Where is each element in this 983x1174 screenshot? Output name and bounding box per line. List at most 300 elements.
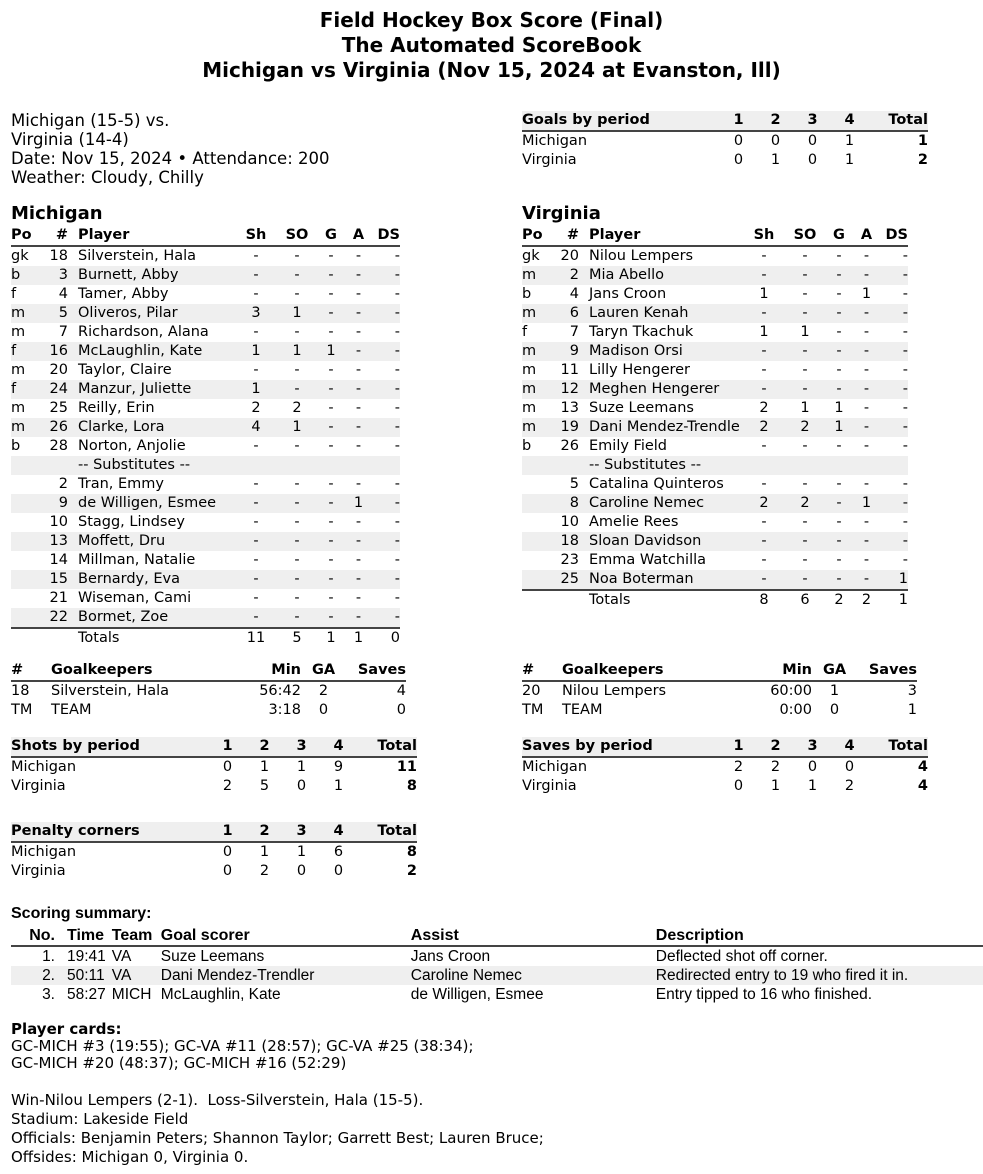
player-cell: 1 [759,286,769,302]
player-cell: - [394,514,400,530]
player-cell: - [317,380,345,399]
player-cell: - [902,400,908,416]
player-cell: Tamer, Abby [78,286,169,302]
player-cell [785,456,825,475]
player-cell: Po [522,226,552,246]
player-cell: - [253,590,259,606]
table-header-row [11,926,983,946]
player-cell: - [853,380,880,399]
period-cell: 1 [720,737,757,757]
scoring-cell: 50:11 [55,966,106,985]
player-cell: - [825,266,853,285]
table-row [522,494,908,513]
period-cell: 1 [209,737,246,757]
scoring-cell: Time [55,926,106,946]
gk-cell: 4 [396,683,406,699]
player-cell: Silverstein, Hala [78,248,197,264]
player-cell: - [317,570,345,589]
player-cell: Moffett, Dru [68,532,235,551]
player-cell: - [253,552,259,568]
player-cell: Tran, Emmy [78,476,164,492]
period-cell: 1 [333,778,344,794]
player-cell: 3 [41,266,68,285]
player-cell: Dani Mendez-Trendle [579,418,743,437]
player-cell [522,513,552,532]
player-cell: - [253,324,259,340]
player-cell: 21 [49,590,68,606]
player-cell: - [863,552,870,568]
player-cell: 8 [552,494,579,513]
scoring-cell: de Willigen, Esmee [410,986,544,1003]
player-cell: 23 [560,552,579,568]
decision-line: Win-Nilou Lempers (2-1). Loss-Silverstein, Hala (15-5). [11,1091,424,1109]
period-cell: 1 [770,152,781,168]
player-cell: - [802,438,808,454]
player-cell [522,494,552,513]
period-cell: 0 [222,759,233,775]
player-cell: - [836,438,842,454]
player-cell: Wiseman, Cami [78,590,192,606]
player-cell: - [902,286,908,302]
player-cell: - [345,532,372,551]
player-cell [743,456,785,475]
period-cell: 2 [246,822,283,842]
period-cell: 5 [259,778,270,794]
player-cell: - [863,324,870,340]
cards-line: GC-MICH #3 (19:55); GC-VA #11 (28:57); GC-VA #25 (38:34); [11,1037,474,1055]
player-cell: - [253,438,259,454]
period-cell: 8 [406,844,417,860]
player-cell: - [345,418,372,437]
period-cell: 0 [733,133,744,149]
period-cell: 0 [222,863,233,879]
table-header-row [522,661,917,681]
player-cell: Amelie Rees [589,514,679,530]
table-header-row [11,822,417,842]
player-cell: 5 [41,304,68,323]
table-row [522,757,928,777]
period-cell: 0 [807,133,818,149]
period-cell: Goals by period [522,111,720,131]
player-cell: 3 [235,304,277,323]
period-cell: 1 [844,152,855,168]
gk-cell: 20 [522,683,541,699]
table-row [11,777,417,796]
player-cell: - [802,552,808,568]
table-row [11,985,983,1004]
player-cell: - [328,248,334,264]
player-cell: - [355,324,362,340]
player-cell: Jans Croon [589,286,667,302]
player-cell: Suze Leemans [589,400,694,416]
player-cell: - [802,286,808,302]
player-cell: - [743,342,785,361]
player-cell: 1 [800,400,810,416]
gk-cell: Saves [857,661,917,681]
player-cell: - [785,304,825,323]
player-cell: - [394,362,400,378]
offsides-line: Offsides: Michigan 0, Virginia 0. [11,1148,249,1166]
gk-cell: 1 [907,702,917,718]
period-cell: Total [357,737,417,757]
period-cell: Saves by period [522,737,720,757]
player-cell: - [372,266,400,285]
gk-cell: GA [301,661,346,681]
player-cell: Millman, Natalie [78,552,196,568]
player-cell: - [372,304,400,323]
player-cell: Clarke, Lora [68,418,235,437]
player-cell: Manzur, Juliette [68,380,235,399]
player-cell: 2 [785,418,825,437]
player-cell: Player [579,226,743,246]
gk-cell: 56:42 [259,683,301,699]
period-cell: 0 [807,152,818,168]
player-cell: - [863,362,870,378]
player-cell: Taryn Tkachuk [589,324,694,340]
player-cell: m [522,418,552,437]
team-heading-virginia: Virginia [522,203,601,224]
table-row [522,437,908,456]
table-header-row [522,111,928,131]
player-cell: Taylor, Claire [78,362,172,378]
goals-by-period-table [522,111,928,170]
player-cell: SO [785,226,825,246]
player-cell: Reilly, Erin [78,400,155,416]
player-cell: - [328,514,334,530]
player-cell: 14 [49,552,68,568]
gk-cell: 2 [318,683,329,699]
penalty-corners-table [11,822,417,881]
period-cell: 1 [259,759,270,775]
player-cell: m [522,304,552,323]
gk-cell: # [11,661,51,681]
table-row [11,946,983,966]
gk-cell: 18 [11,683,30,699]
period-cell: 2 [770,759,781,775]
period-cell: 2 [917,152,928,168]
player-cell: 18 [49,248,68,264]
title-line: Michigan vs Virginia (Nov 15, 2024 at Evanston, Ill) [202,58,781,82]
period-cell: 1 [844,133,855,149]
michigan-player-table [11,226,400,648]
player-cell: 2 [251,400,261,416]
player-cell: Richardson, Alana [78,324,209,340]
player-cell: - [235,266,277,285]
table-row [11,551,400,570]
player-cell: b [11,438,21,454]
player-cell: - [802,476,808,492]
table-row [11,304,400,323]
period-cell: 1 [807,778,818,794]
player-cell: 2 [552,266,579,285]
player-cell: - [825,532,853,551]
player-cell: 20 [49,362,68,378]
period-cell: 4 [320,737,357,757]
player-cell: b [11,266,41,285]
player-cell: - [863,438,870,454]
player-cell: 9 [552,342,579,361]
player-cell: - [372,380,400,399]
table-row [522,475,908,494]
gk-cell: GA [812,661,857,681]
table-row [522,342,908,361]
virginia-player-table [522,226,908,610]
player-cell: b [522,286,532,302]
player-cell: 4 [235,418,277,437]
period-cell: 9 [333,759,344,775]
info-line: Virginia (14-4) [11,130,129,149]
scoring-cell: 3. [42,986,55,1003]
player-cell: 1 [861,286,872,302]
player-cell: gk [522,248,540,264]
player-cell: 6 [785,590,825,610]
period-cell: Michigan [522,133,588,149]
player-cell: 11 [235,628,277,648]
period-cell: 0 [807,759,818,775]
player-cell: - [372,532,400,551]
player-cell [880,456,908,475]
table-row [11,266,400,285]
gk-cell: 1 [829,683,840,699]
table-row [522,246,908,266]
player-cell: - [394,552,400,568]
player-cell: - [277,494,317,513]
virginia-goalkeepers-table [522,661,917,720]
period-cell: Michigan [522,759,588,775]
player-cell [552,456,579,475]
player-cell: - [235,494,277,513]
player-cell: - [253,248,259,264]
player-cards [11,1020,474,1072]
player-cell: - [355,476,362,492]
player-cell: - [880,342,908,361]
player-cell: 20 [560,248,579,264]
player-cell: - [853,418,880,437]
player-cell [11,628,41,648]
scoring-cell: Deflected shot off corner. [655,948,828,965]
player-cell: gk [11,248,29,264]
period-cell: 2 [757,737,794,757]
player-cell: - [825,380,853,399]
player-cell [522,532,552,551]
scoring-cell: No. [11,926,55,946]
totals-row [522,590,908,610]
gk-cell: Min [742,661,812,681]
period-cell: 2 [259,863,270,879]
player-cell: - [294,476,300,492]
player-cell: 25 [552,570,579,590]
player-cell: 22 [41,608,68,628]
player-cell: 2 [58,476,68,492]
table-row [522,701,917,720]
period-cell: 0 [733,152,744,168]
table-header-row [522,226,908,246]
gk-cell: Min [231,661,301,681]
player-cell: 5 [569,476,579,492]
player-cell: Sh [743,226,785,246]
player-cell: - [317,304,345,323]
player-cell: - [394,324,400,340]
period-cell: Virginia [11,778,66,794]
player-cell: - [743,532,785,551]
player-cell [522,456,552,475]
table-row [522,456,908,475]
player-cell: - [328,590,334,606]
scoring-cell: Dani Mendez-Trendler [161,966,411,985]
table-row [522,513,908,532]
player-cell: G [317,226,345,246]
player-cell: Bormet, Zoe [68,608,235,628]
player-cell: - [880,418,908,437]
player-cards-title: Player cards: [11,1020,122,1038]
player-cell: 4 [58,286,68,302]
period-cell: Virginia [522,778,577,794]
player-cell: - [277,380,317,399]
player-cell [11,513,41,532]
gk-cell: 0 [318,702,329,718]
player-cell: 18 [552,532,579,551]
player-cell: - [328,552,334,568]
period-cell: Total [868,111,928,131]
player-cell: - [902,514,908,530]
period-cell: 1 [917,133,928,149]
player-cell [522,590,552,610]
player-cell: Player [68,226,235,246]
period-cell: 1 [209,822,246,842]
period-cell: Michigan [11,844,77,860]
player-cell [235,456,277,475]
player-cell: - [294,324,300,340]
player-cell: - [761,514,767,530]
player-cell: SO [277,226,317,246]
player-cell: 28 [49,438,68,454]
player-cell: - [253,286,259,302]
player-cell [522,475,552,494]
table-header-row [11,226,400,246]
scoring-cell: Team [106,926,161,946]
saves-by-period-table [522,737,928,796]
player-cell: Totals [68,628,235,648]
player-cell [11,551,41,570]
player-cell: - [277,608,317,628]
player-cell: m [11,418,41,437]
player-cell [552,590,579,610]
player-cell [11,589,41,608]
gk-cell: TEAM [51,702,92,718]
period-cell: 3 [794,111,831,131]
player-cell [345,456,372,475]
player-cell: 26 [560,438,579,454]
player-cell: - [355,248,362,264]
player-cell: 19 [552,418,579,437]
player-cell: - [394,438,400,454]
table-row [11,361,400,380]
table-row [522,551,908,570]
player-cell: - [880,380,908,399]
player-cell [277,456,317,475]
period-cell: 4 [831,737,868,757]
table-row [522,304,908,323]
player-cell [11,532,41,551]
table-row [522,323,908,342]
player-cell: - [372,342,400,361]
period-cell: 3 [794,737,831,757]
scoring-cell: Entry tipped to 16 who finished. [655,986,873,1003]
player-cell: - [825,570,853,590]
player-cell: - [355,514,362,530]
player-cell: -- Substitutes -- [579,456,743,475]
scoring-cell: VA [111,948,132,965]
player-cell: - [277,570,317,589]
table-row [11,966,983,985]
player-cell: Noa Boterman [579,570,743,590]
table-row [11,246,400,266]
gk-cell: 0:00 [779,702,812,718]
player-cell: - [235,532,277,551]
table-row [522,399,908,418]
player-cell: - [743,304,785,323]
player-cell: - [277,532,317,551]
player-cell: - [863,514,870,530]
shots-by-period-table [11,737,417,796]
player-cell: 4 [569,286,579,302]
player-cell: - [853,342,880,361]
period-cell: Total [868,737,928,757]
player-cell: # [552,226,579,246]
player-cell: - [317,608,345,628]
table-row [11,608,400,628]
period-cell: 4 [831,111,868,131]
player-cell: 2 [785,494,825,513]
totals-row [11,628,400,648]
player-cell: - [836,362,842,378]
scoring-cell: Description [656,926,983,946]
gk-cell: 3:18 [268,702,301,718]
gk-cell: Goalkeepers [562,661,742,681]
period-cell: 4 [320,822,357,842]
player-cell: - [235,608,277,628]
period-cell: 1 [770,778,781,794]
player-cell: - [880,494,908,513]
player-cell [41,456,68,475]
player-cell: 1 [800,324,810,340]
player-cell: - [394,248,400,264]
period-cell: 2 [222,778,233,794]
table-row [11,342,400,361]
player-cell: - [294,438,300,454]
table-row [11,456,400,475]
player-cell: - [853,570,880,590]
player-cell: - [328,362,334,378]
player-cell: Nilou Lempers [589,248,694,264]
player-cell: 1 [345,494,372,513]
player-cell: McLaughlin, Kate [68,342,235,361]
scoring-summary-table [11,926,983,1004]
player-cell: - [902,362,908,378]
player-cell: 5 [277,628,317,648]
table-row [11,681,406,701]
player-cell: - [328,324,334,340]
player-cell: 1 [235,342,277,361]
scoring-cell: MICH [111,986,152,1003]
player-cell: - [294,248,300,264]
player-cell: 2 [743,494,785,513]
player-cell: - [880,532,908,551]
player-cell: Po [11,226,41,246]
scoring-cell: Goal scorer [161,926,411,946]
scoring-cell: Redirected entry to 19 who fired it in. [656,966,983,985]
player-cell: Meghen Hengerer [579,380,743,399]
